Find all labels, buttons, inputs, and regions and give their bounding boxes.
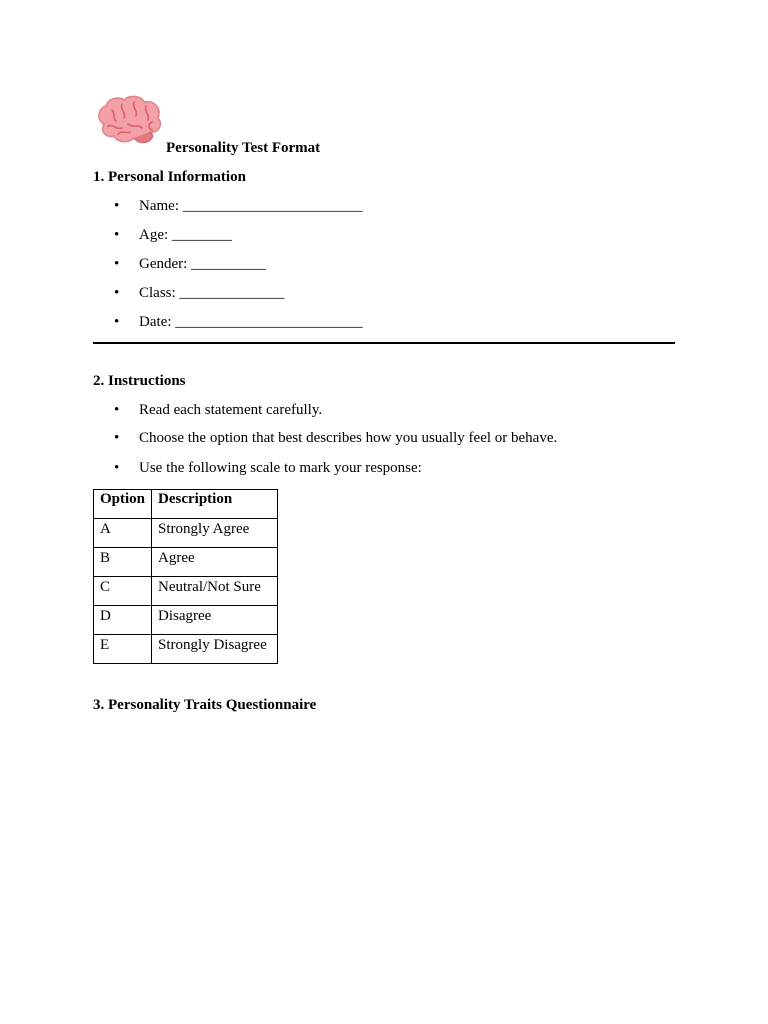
table-row	[94, 635, 278, 664]
bullet-icon: •	[114, 285, 120, 301]
description-cell: Strongly Agree	[152, 519, 278, 548]
description-cell: Disagree	[152, 606, 278, 635]
bullet-icon: •	[114, 314, 120, 330]
option-cell: C	[94, 577, 152, 606]
description-cell: Agree	[152, 548, 278, 577]
table-header-row	[94, 490, 278, 519]
list-item-age-field	[114, 225, 232, 245]
list-item-class-field	[114, 283, 285, 303]
instruction-text: Use the following scale to mark your response:	[139, 460, 422, 476]
list-item-instruction	[114, 428, 558, 448]
bullet-icon: •	[114, 460, 120, 476]
option-cell: D	[94, 606, 152, 635]
option-cell: A	[94, 519, 152, 548]
bullet-icon: •	[114, 402, 120, 418]
column-header-description: Description	[152, 490, 278, 519]
class-field-label: Class: ______________	[139, 285, 285, 301]
document-title: Personality Test Format	[166, 140, 321, 156]
section-heading-personal-information: 1. Personal Information	[93, 169, 246, 185]
list-item-instruction	[114, 400, 323, 420]
bullet-icon: •	[114, 256, 120, 272]
column-header-option: Option	[94, 490, 152, 519]
bullet-icon: •	[114, 430, 120, 446]
list-item-gender-field	[114, 254, 267, 274]
description-cell: Neutral/Not Sure	[152, 577, 278, 606]
description-cell: Strongly Disagree	[152, 635, 278, 664]
option-cell: B	[94, 548, 152, 577]
response-scale-table	[93, 489, 278, 664]
age-field-label: Age: ________	[139, 227, 232, 243]
table-row	[94, 606, 278, 635]
gender-field-label: Gender: __________	[139, 256, 267, 272]
brain-icon	[94, 94, 164, 146]
list-item-name-field	[114, 196, 363, 216]
instruction-text: Read each statement carefully.	[139, 402, 323, 418]
table-row	[94, 548, 278, 577]
bullet-icon: •	[114, 198, 120, 214]
section-heading-instructions: 2. Instructions	[93, 373, 186, 389]
table-row	[94, 519, 278, 548]
section-heading-questionnaire: 3. Personality Traits Questionnaire	[93, 697, 317, 713]
list-item-instruction	[114, 458, 422, 478]
instruction-text: Choose the option that best describes how you usually feel or behave.	[139, 430, 558, 446]
list-item-date-field	[114, 312, 363, 332]
option-cell: E	[94, 635, 152, 664]
section-divider	[93, 342, 675, 344]
name-field-label: Name: ________________________	[139, 198, 363, 214]
date-field-label: Date: _________________________	[139, 314, 363, 330]
table-row	[94, 577, 278, 606]
bullet-icon: •	[114, 227, 120, 243]
